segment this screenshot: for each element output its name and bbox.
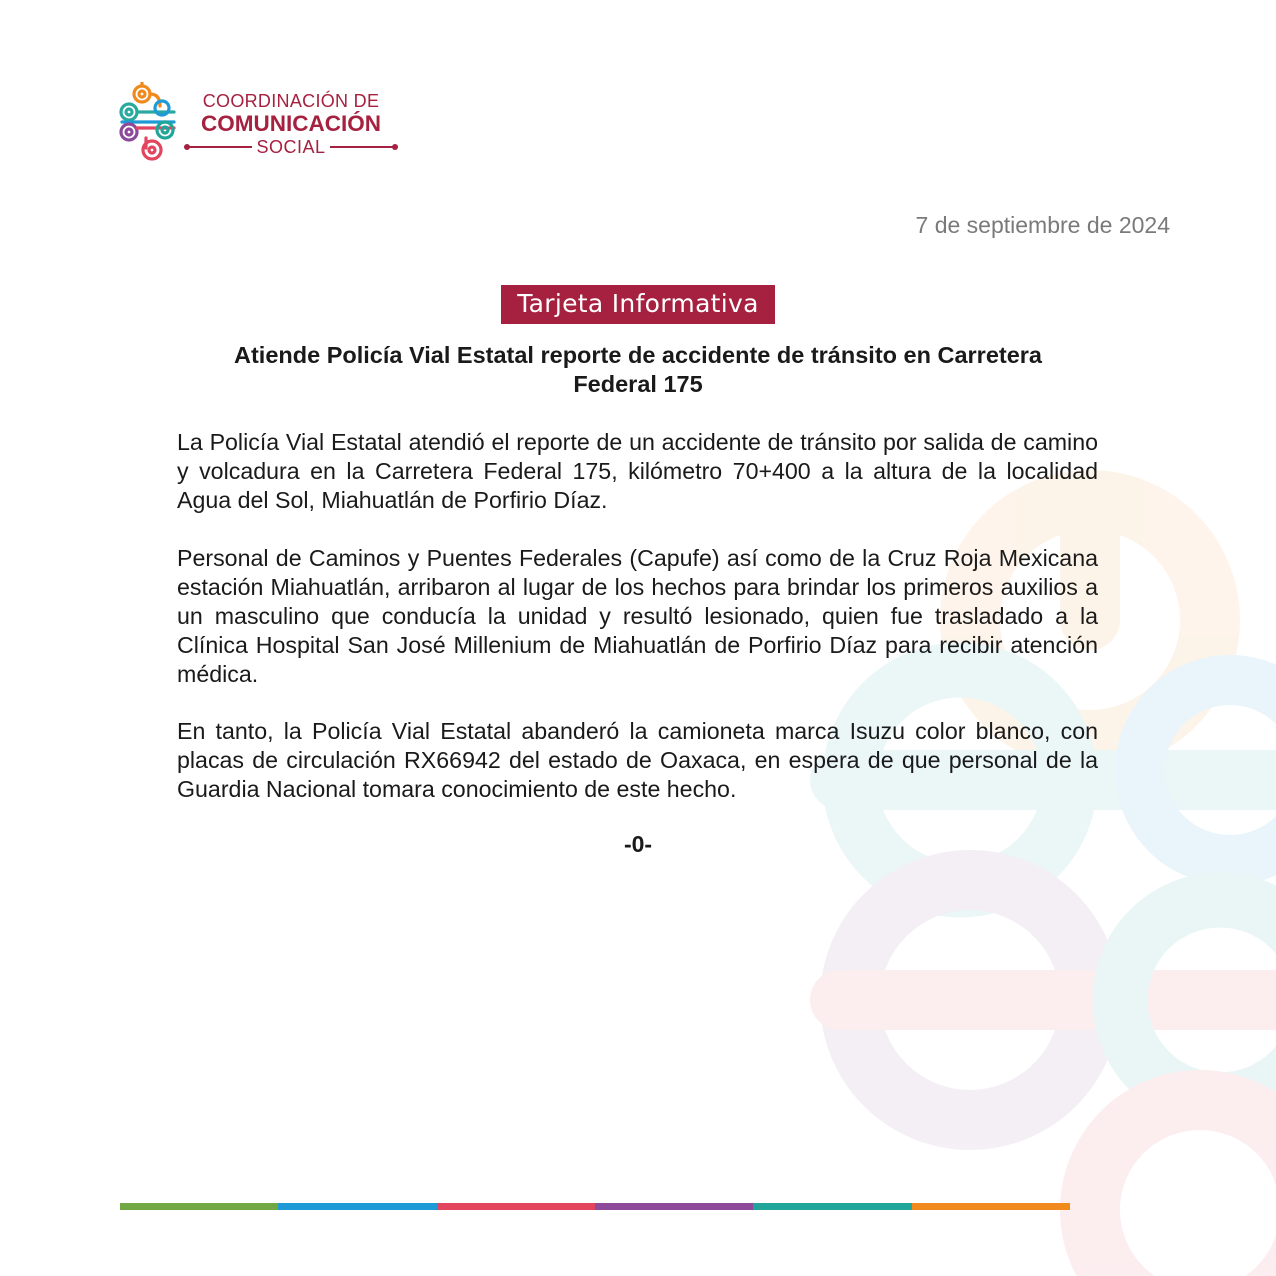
footer-segment-1 [120, 1203, 278, 1210]
headline-line-2: Federal 175 [573, 371, 703, 397]
footer-segment-2 [278, 1203, 436, 1210]
paragraph-2: Personal de Caminos y Puentes Federales (Capufe) así como de la Cruz Roja Mexicana estación Miahuatlán, arribaron al lugar de los hechos para brindar los primeros auxilios a un masculino que conducía la unidad y resultó lesionado, quien fue trasladado a la Clínica Hospital San José Millenium de Miahuatlán de Porfirio Díaz para recibir atención médica. [177, 544, 1098, 687]
logo-line-2: COMUNICACIÓN [201, 111, 381, 136]
article-body [177, 428, 1098, 833]
logo-rule-left [186, 146, 252, 148]
logo-line-3-text: SOCIAL [256, 137, 326, 157]
logo-wordmark [186, 90, 396, 158]
footer-segment-6 [912, 1203, 1070, 1210]
footer-segment-4 [595, 1203, 753, 1210]
footer-segment-3 [437, 1203, 595, 1210]
footer-segment-5 [753, 1203, 911, 1210]
footer-color-bar [120, 1203, 1070, 1210]
badge-container [0, 285, 1276, 324]
logo-line-1: COORDINACIÓN DE [202, 91, 380, 111]
headline [180, 341, 1096, 399]
organization-logo [116, 82, 396, 164]
logo-rule-right [330, 146, 396, 148]
headline-line-1: Atiende Policía Vial Estatal reporte de accidente de tránsito en Carretera [234, 342, 1042, 368]
document-date: 7 de septiembre de 2024 [915, 212, 1170, 238]
logo-line-3 [186, 136, 396, 158]
end-mark: -0- [623, 831, 653, 857]
logo-knot-icon [116, 82, 180, 164]
document-type-badge: Tarjeta Informativa [501, 285, 775, 324]
paragraph-3: En tanto, la Policía Vial Estatal abanderó la camioneta marca Isuzu color blanco, con placas de circulación RX66942 del estado de Oaxaca, en espera de que personal de la Guardia Nacional tomara conocimiento de este hecho. [177, 718, 1098, 802]
paragraph-1: La Policía Vial Estatal atendió el reporte de un accidente de tránsito por salida de camino y volcadura en la Carretera Federal 175, kilómetro 70+400 a la altura de la localidad Agua del Sol, Miahuatlán de Porfirio Díaz. [177, 429, 1098, 513]
